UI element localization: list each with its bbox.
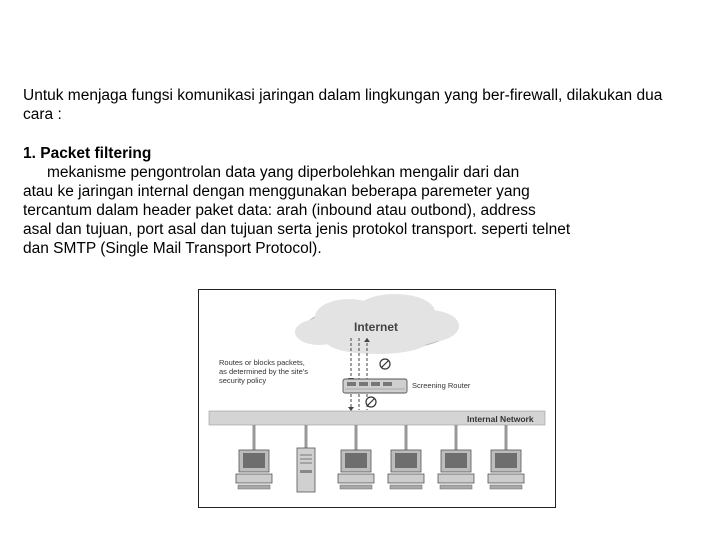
internal-network-label: Internal Network (467, 414, 534, 424)
intro-text: Untuk menjaga fungsi komunikasi jaringan dalam lingkungan yang ber-firewall, dilakukan dua cara : (23, 87, 663, 123)
computer-icon (338, 425, 374, 489)
router-note-line: Routes or blocks packets, (219, 358, 305, 367)
paragraph-line: asal dan tujuan, port asal dan tujuan serta jenis protokol transport. seperti telnet (23, 221, 571, 238)
router-icon (343, 379, 407, 393)
computer-icon (488, 425, 524, 489)
paragraph-line: tercantum dalam header paket data: arah (inbound atau outbond), address (23, 202, 536, 219)
diagram-svg (199, 290, 554, 506)
screening-router-label: Screening Router (412, 381, 471, 390)
internet-label: Internet (354, 320, 399, 334)
router-note-line: security policy (219, 376, 267, 385)
section-heading: 1. Packet filtering (23, 145, 152, 162)
paragraph-line: mekanisme pengontrolan data yang diperbolehkan mengalir dari dan (47, 164, 520, 181)
slide-text (23, 86, 691, 258)
block-icon (366, 397, 376, 407)
router-note-line: as determined by the site's (219, 367, 308, 376)
block-icon (380, 359, 390, 369)
paragraph-line: dan SMTP (Single Mail Transport Protocol). (23, 240, 322, 257)
computer-icon (438, 425, 474, 489)
computer-icon (236, 425, 272, 489)
section-paragraph (23, 163, 691, 258)
server-icon (297, 425, 315, 492)
packet-filtering-diagram (198, 289, 556, 508)
paragraph-line: atau ke jaringan internal dengan menggunakan beberapa paremeter yang (23, 183, 530, 200)
computer-icon (388, 425, 424, 489)
